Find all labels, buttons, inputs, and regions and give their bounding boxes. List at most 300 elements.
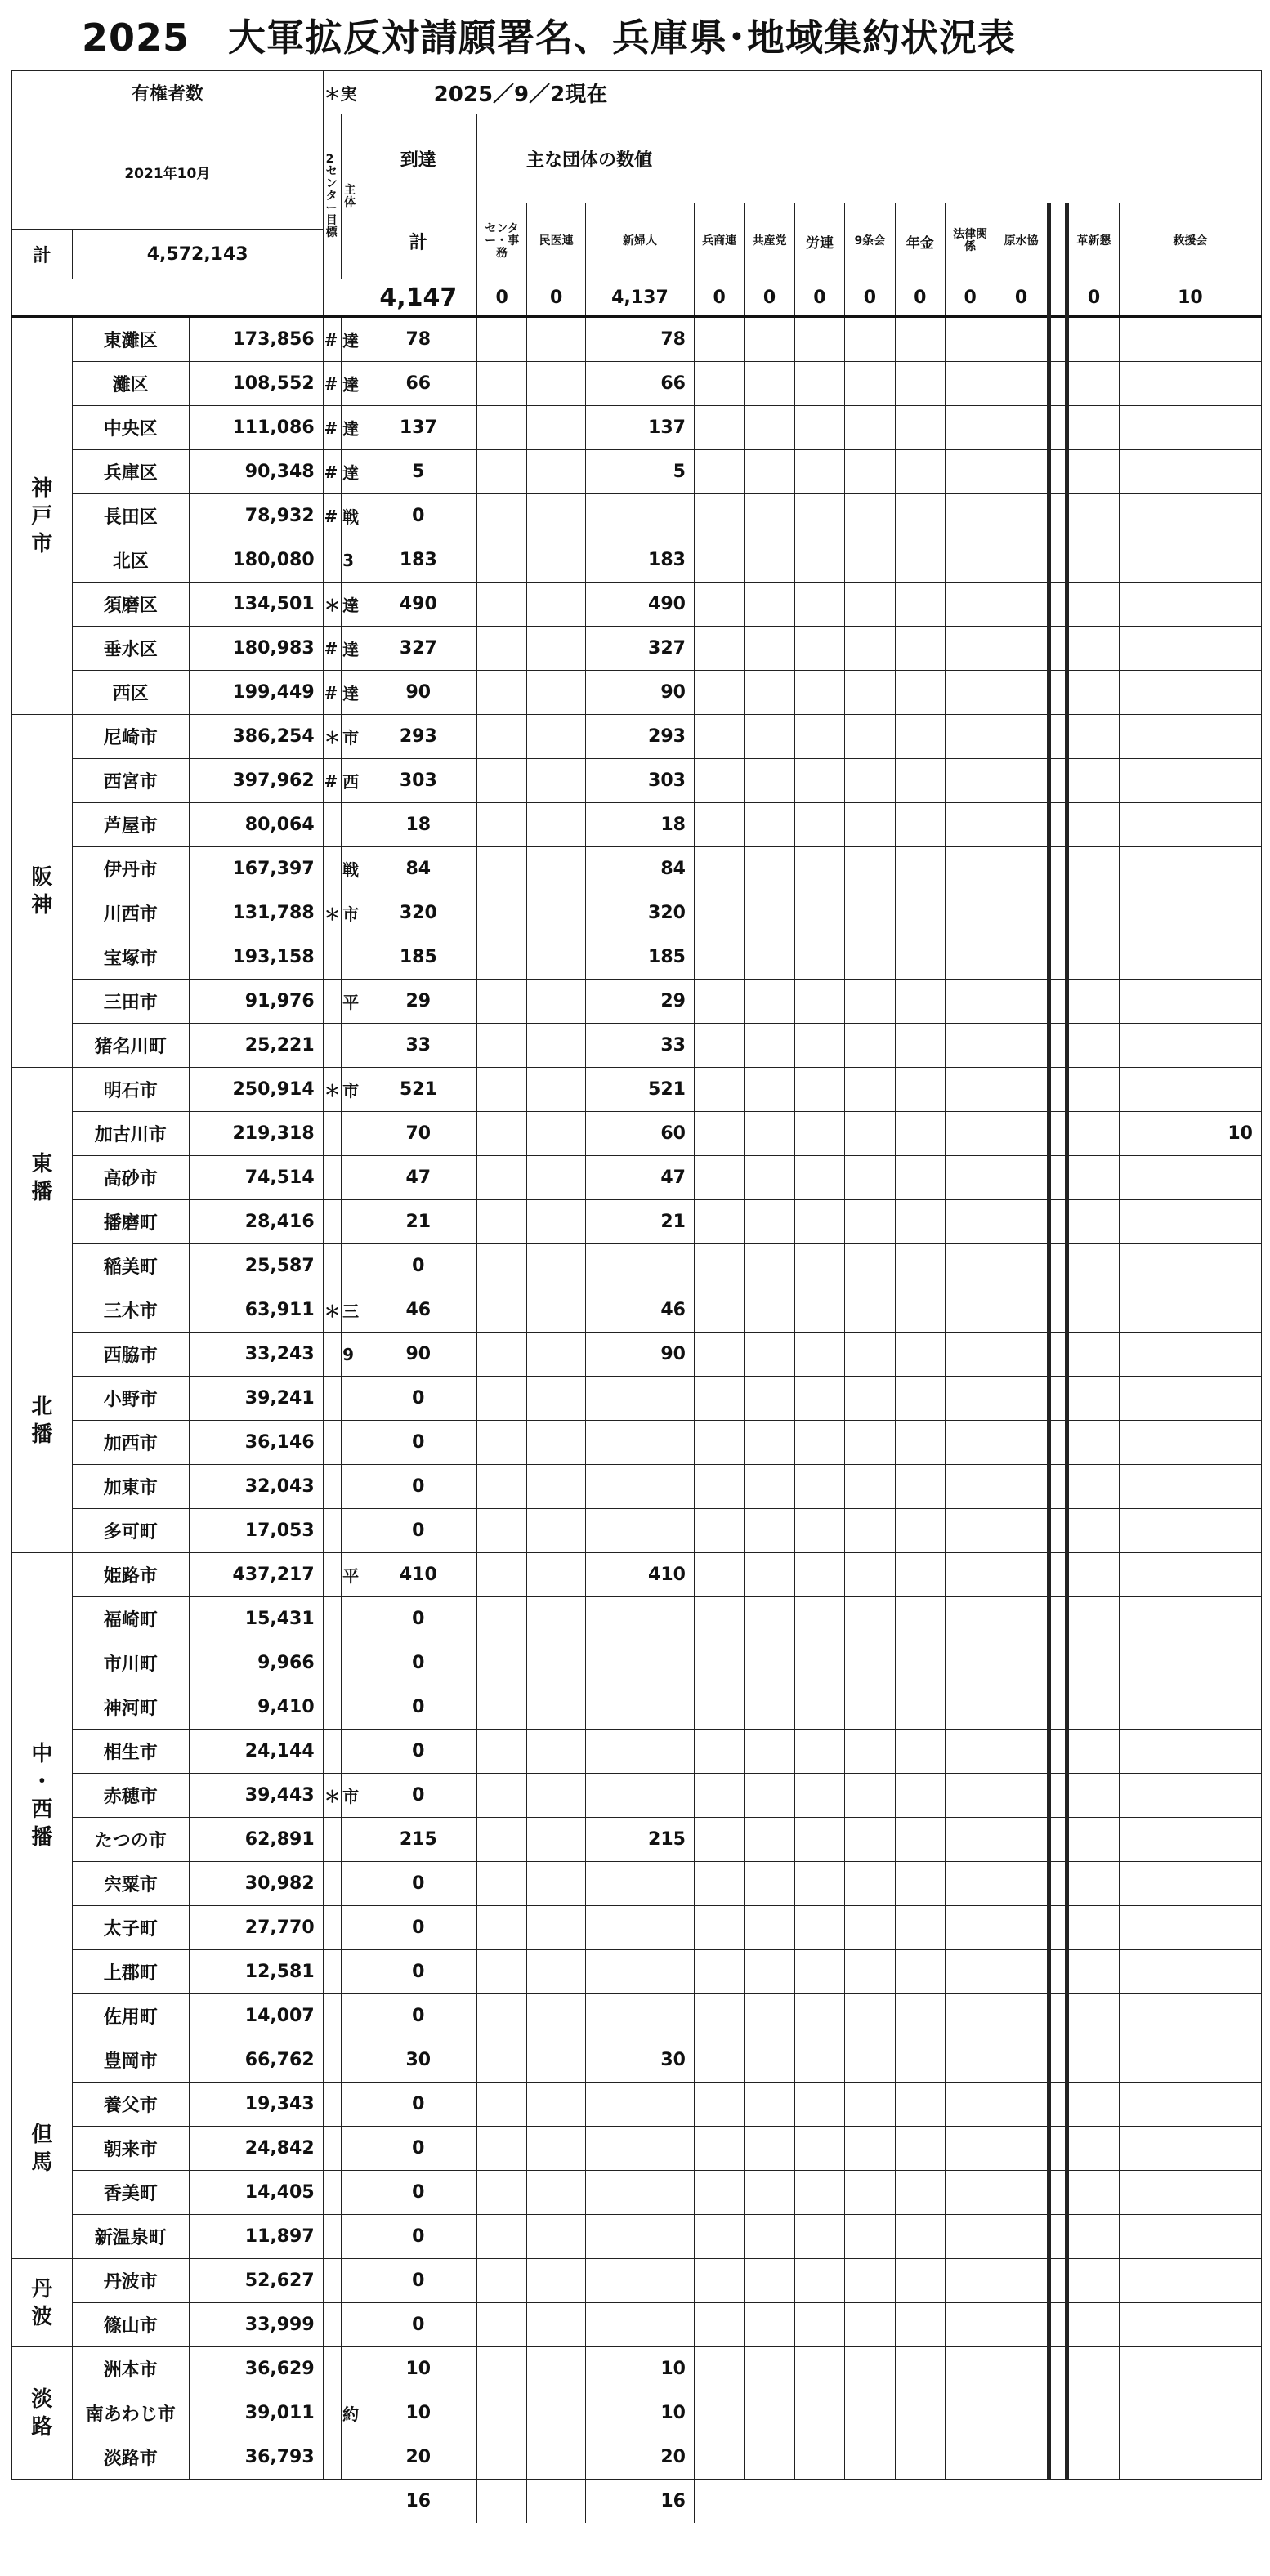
area-reached: 10 — [360, 2347, 476, 2391]
org-empty — [995, 627, 1049, 671]
org-kakushinkon — [1067, 891, 1119, 935]
footer-cell: 16 — [585, 2480, 694, 2524]
area-name: 尼崎市 — [72, 715, 189, 759]
org-center — [476, 1994, 526, 2038]
area-reached: 0 — [360, 2171, 476, 2215]
org-empty — [895, 1685, 945, 1730]
area-reached: 29 — [360, 980, 476, 1024]
org-empty — [794, 1818, 844, 1862]
org-gensuikyo-gap — [1049, 450, 1067, 494]
region-group: 北 播 — [12, 1288, 73, 1553]
org-gensuikyo-gap — [1049, 2391, 1067, 2435]
org-empty — [995, 847, 1049, 891]
org-kyuenkai — [1119, 2215, 1261, 2259]
org-kakushinkon — [1067, 583, 1119, 627]
org-empty — [694, 627, 744, 671]
org-empty — [995, 715, 1049, 759]
area-reached: 327 — [360, 627, 476, 671]
org-empty — [694, 2083, 744, 2127]
org-minirenren — [527, 1288, 586, 1333]
org-empty — [794, 1597, 844, 1641]
org-kakushinkon — [1067, 1818, 1119, 1862]
area-mark — [323, 1509, 342, 1553]
org-kakushinkon — [1067, 803, 1119, 847]
area-reached: 0 — [360, 1509, 476, 1553]
area-name: 西区 — [72, 671, 189, 715]
org-kakushinkon — [1067, 1641, 1119, 1685]
org-empty — [945, 1465, 995, 1509]
area-voters: 24,842 — [189, 2127, 323, 2171]
org-kakushinkon — [1067, 1333, 1119, 1377]
area-name: 養父市 — [72, 2083, 189, 2127]
area-voters: 33,999 — [189, 2303, 323, 2347]
area-name: 東灘区 — [72, 317, 189, 362]
org-empty — [995, 1730, 1049, 1774]
org-shinfujin — [585, 1994, 694, 2038]
table-row — [12, 2391, 1262, 2435]
org-empty — [694, 1156, 744, 1200]
org-empty — [794, 2083, 844, 2127]
org-empty — [895, 847, 945, 891]
org-empty — [745, 1377, 794, 1421]
org-empty — [745, 2435, 794, 2480]
table-row — [12, 1244, 1262, 1288]
org-empty — [845, 1906, 895, 1950]
org-empty — [845, 1112, 895, 1156]
area-reached: 47 — [360, 1156, 476, 1200]
org-empty — [694, 980, 744, 1024]
org-shinfujin: 183 — [585, 538, 694, 583]
org-empty — [995, 1156, 1049, 1200]
org-empty — [745, 935, 794, 980]
org-kakushinkon — [1067, 1685, 1119, 1730]
org-shinfujin: 30 — [585, 2038, 694, 2083]
org-empty — [694, 1465, 744, 1509]
org-minirenren — [527, 362, 586, 406]
org-empty — [794, 1685, 844, 1730]
area-mark — [323, 1730, 342, 1774]
table-row — [12, 1994, 1262, 2038]
org-empty — [845, 1377, 895, 1421]
org-empty — [694, 803, 744, 847]
org-empty — [845, 1288, 895, 1333]
org-kakushinkon — [1067, 1597, 1119, 1641]
org-empty — [845, 1818, 895, 1862]
org-empty — [995, 494, 1049, 538]
org-empty — [794, 2435, 844, 2480]
area-mark — [323, 2347, 342, 2391]
area-voters: 180,983 — [189, 627, 323, 671]
org-minirenren — [527, 317, 586, 362]
org-kyuenkai — [1119, 935, 1261, 980]
org-kakushinkon — [1067, 1421, 1119, 1465]
org-center — [476, 1377, 526, 1421]
org-center — [476, 2303, 526, 2347]
area-name: 川西市 — [72, 891, 189, 935]
org-empty — [745, 2038, 794, 2083]
org-shinfujin — [585, 1509, 694, 1553]
org-shinfujin: 215 — [585, 1818, 694, 1862]
total-voters: 4,572,143 — [72, 230, 323, 279]
org-kakushinkon — [1067, 1200, 1119, 1244]
subject-col: 主体 — [342, 114, 360, 279]
area-mark — [323, 1818, 342, 1862]
org-kakushinkon — [1067, 1465, 1119, 1509]
org-empty — [845, 494, 895, 538]
org-empty — [694, 2347, 744, 2391]
org-center — [476, 1200, 526, 1244]
org-empty — [794, 803, 844, 847]
org-kyuenkai — [1119, 980, 1261, 1024]
area-voters: 15,431 — [189, 1597, 323, 1641]
org-empty — [694, 538, 744, 583]
area-name: 西宮市 — [72, 759, 189, 803]
org-gensuikyo-gap — [1049, 847, 1067, 891]
area-name: 神河町 — [72, 1685, 189, 1730]
org-empty — [694, 1244, 744, 1288]
org-center — [476, 406, 526, 450]
area-mark2: 市 — [342, 715, 360, 759]
area-reached: 0 — [360, 2259, 476, 2303]
table-row — [12, 1068, 1262, 1112]
org-empty — [945, 2127, 995, 2171]
table-row — [12, 1333, 1262, 1377]
area-mark2: 達 — [342, 450, 360, 494]
total-label: 計 — [12, 230, 73, 279]
org-empty — [895, 1200, 945, 1244]
table-row — [12, 1156, 1262, 1200]
org-minirenren — [527, 2171, 586, 2215]
org-empty — [845, 980, 895, 1024]
area-voters: 25,221 — [189, 1024, 323, 1068]
org-empty — [845, 1156, 895, 1200]
area-mark: # — [323, 759, 342, 803]
org-shinfujin: 21 — [585, 1200, 694, 1244]
org-kyuenkai — [1119, 1509, 1261, 1553]
org-center — [476, 1818, 526, 1862]
org-minirenren — [527, 1244, 586, 1288]
org-empty — [895, 1950, 945, 1994]
org-gensuikyo-gap — [1049, 1553, 1067, 1597]
org-gensuikyo-gap — [1049, 1774, 1067, 1818]
org-minirenren — [527, 2347, 586, 2391]
area-name: 佐用町 — [72, 1994, 189, 2038]
org-shinfujin: 46 — [585, 1288, 694, 1333]
org-empty — [945, 1553, 995, 1597]
org-empty — [895, 715, 945, 759]
area-voters: 199,449 — [189, 671, 323, 715]
org-empty — [694, 847, 744, 891]
org-shinfujin — [585, 1685, 694, 1730]
org-kakushinkon — [1067, 1377, 1119, 1421]
area-mark2 — [342, 1244, 360, 1288]
org-empty — [745, 1818, 794, 1862]
org-empty — [745, 1068, 794, 1112]
table-row — [12, 1862, 1262, 1906]
sum-label: 計 — [360, 203, 476, 279]
area-mark2 — [342, 1377, 360, 1421]
org-empty — [694, 1200, 744, 1244]
table-row — [12, 1950, 1262, 1994]
org-gensuikyo-gap — [1049, 715, 1067, 759]
org-shinfujin: 47 — [585, 1156, 694, 1200]
org-empty — [945, 406, 995, 450]
org-empty — [794, 1730, 844, 1774]
org-gensuikyo-gap — [1049, 1906, 1067, 1950]
org-empty — [794, 1465, 844, 1509]
org-empty — [694, 1377, 744, 1421]
org-center — [476, 1244, 526, 1288]
org-empty — [745, 1862, 794, 1906]
org-gensuikyo-gap — [1049, 671, 1067, 715]
reached-label: 到達 — [360, 114, 476, 203]
org-center — [476, 362, 526, 406]
org-empty — [745, 2171, 794, 2215]
org-empty — [895, 1244, 945, 1288]
org-center — [476, 1112, 526, 1156]
org-kyuenkai — [1119, 1730, 1261, 1774]
table-row — [12, 1200, 1262, 1244]
org-empty — [794, 1244, 844, 1288]
org-empty — [694, 1906, 744, 1950]
org-kyuenkai — [1119, 1597, 1261, 1641]
area-reached: 0 — [360, 1244, 476, 1288]
org-empty — [794, 1024, 844, 1068]
org-center — [476, 1641, 526, 1685]
area-reached: 90 — [360, 671, 476, 715]
area-voters: 386,254 — [189, 715, 323, 759]
org-empty — [895, 2435, 945, 2480]
area-voters: 36,793 — [189, 2435, 323, 2480]
org-center — [476, 715, 526, 759]
org-gensuikyo-gap — [1049, 1818, 1067, 1862]
area-reached: 84 — [360, 847, 476, 891]
orgs-label: 主な団体の数値 — [476, 114, 1261, 203]
org-empty — [895, 1156, 945, 1200]
org-empty — [945, 1818, 995, 1862]
org-empty — [745, 2083, 794, 2127]
area-mark2 — [342, 1421, 360, 1465]
table-row — [12, 1818, 1262, 1862]
area-name: 高砂市 — [72, 1156, 189, 1200]
org-shinfujin: 137 — [585, 406, 694, 450]
area-voters: 12,581 — [189, 1950, 323, 1994]
footer-cell — [476, 2480, 526, 2524]
org-empty — [745, 1950, 794, 1994]
org-kakushinkon — [1067, 1862, 1119, 1906]
org-empty — [694, 1862, 744, 1906]
org-minirenren — [527, 1906, 586, 1950]
org-empty — [945, 1509, 995, 1553]
org-minirenren — [527, 1200, 586, 1244]
org-empty — [845, 671, 895, 715]
org-empty — [995, 759, 1049, 803]
org-kyuenkai — [1119, 362, 1261, 406]
area-reached: 183 — [360, 538, 476, 583]
table-row — [12, 2215, 1262, 2259]
area-voters: 78,932 — [189, 494, 323, 538]
org-empty — [745, 2303, 794, 2347]
org-shinfujin: 410 — [585, 1553, 694, 1597]
org-col-header: 革新懇 — [1067, 203, 1119, 279]
total-org-value: 0 — [1067, 279, 1119, 317]
area-mark2: 戦 — [342, 847, 360, 891]
voters-label: 有権者数 — [12, 71, 324, 114]
area-mark2: 戦 — [342, 494, 360, 538]
org-empty — [694, 494, 744, 538]
org-shinfujin: 90 — [585, 671, 694, 715]
area-reached: 90 — [360, 1333, 476, 1377]
area-voters: 28,416 — [189, 1200, 323, 1244]
org-empty — [694, 2127, 744, 2171]
org-empty — [945, 1862, 995, 1906]
org-empty — [895, 2038, 945, 2083]
org-empty — [794, 847, 844, 891]
org-empty — [694, 891, 744, 935]
org-empty — [895, 1641, 945, 1685]
area-reached: 0 — [360, 1862, 476, 1906]
area-name: 三木市 — [72, 1288, 189, 1333]
org-empty — [845, 583, 895, 627]
org-gensuikyo-gap — [1049, 317, 1067, 362]
org-empty — [794, 2303, 844, 2347]
org-kakushinkon — [1067, 1509, 1119, 1553]
org-empty — [794, 2215, 844, 2259]
org-gensuikyo-gap — [1049, 538, 1067, 583]
org-empty — [845, 450, 895, 494]
org-empty — [794, 2127, 844, 2171]
org-kakushinkon — [1067, 2171, 1119, 2215]
org-empty — [895, 583, 945, 627]
org-kakushinkon — [1067, 1994, 1119, 2038]
org-empty — [945, 847, 995, 891]
area-voters: 9,966 — [189, 1641, 323, 1685]
org-empty — [745, 583, 794, 627]
org-gensuikyo-gap — [1049, 583, 1067, 627]
footer-cell — [189, 2480, 323, 2524]
org-col-header: 兵商連 — [694, 203, 744, 279]
org-empty — [945, 1994, 995, 2038]
area-reached: 0 — [360, 1774, 476, 1818]
org-empty — [895, 1994, 945, 2038]
org-empty — [995, 1906, 1049, 1950]
area-mark: # — [323, 406, 342, 450]
area-voters: 39,241 — [189, 1377, 323, 1421]
area-reached: 30 — [360, 2038, 476, 2083]
area-voters: 131,788 — [189, 891, 323, 935]
org-empty — [895, 1465, 945, 1509]
org-kyuenkai — [1119, 1068, 1261, 1112]
org-empty — [895, 1730, 945, 1774]
org-kyuenkai — [1119, 1465, 1261, 1509]
summary-table — [11, 70, 1262, 2523]
org-minirenren — [527, 980, 586, 1024]
org-empty — [845, 2435, 895, 2480]
org-empty — [995, 1509, 1049, 1553]
org-kyuenkai — [1119, 317, 1261, 362]
org-shinfujin — [585, 494, 694, 538]
org-empty — [694, 1685, 744, 1730]
org-empty — [745, 1156, 794, 1200]
area-voters: 90,348 — [189, 450, 323, 494]
org-empty — [694, 1288, 744, 1333]
org-shinfujin: 521 — [585, 1068, 694, 1112]
area-reached: 303 — [360, 759, 476, 803]
area-mark — [323, 1553, 342, 1597]
org-minirenren — [527, 1641, 586, 1685]
org-minirenren — [527, 1112, 586, 1156]
org-empty — [945, 627, 995, 671]
area-mark: ＊ — [323, 1774, 342, 1818]
org-empty — [745, 803, 794, 847]
area-reached: 33 — [360, 1024, 476, 1068]
org-minirenren — [527, 1774, 586, 1818]
area-voters: 32,043 — [189, 1465, 323, 1509]
org-center — [476, 2391, 526, 2435]
org-shinfujin: 29 — [585, 980, 694, 1024]
total-org-value: 0 — [945, 279, 995, 317]
area-name: 灘区 — [72, 362, 189, 406]
area-name: 須磨区 — [72, 583, 189, 627]
org-empty — [845, 1641, 895, 1685]
org-gensuikyo-gap — [1049, 494, 1067, 538]
org-kakushinkon — [1067, 2391, 1119, 2435]
org-gensuikyo-gap — [1049, 803, 1067, 847]
region-group: 丹 波 — [12, 2259, 73, 2347]
table-row — [12, 1465, 1262, 1509]
area-mark — [323, 1156, 342, 1200]
area-voters: 63,911 — [189, 1288, 323, 1333]
org-col-header: 労連 — [794, 203, 844, 279]
org-center — [476, 2127, 526, 2171]
area-name: 朝来市 — [72, 2127, 189, 2171]
org-kyuenkai — [1119, 2435, 1261, 2480]
area-mark2 — [342, 1906, 360, 1950]
area-mark2: 市 — [342, 891, 360, 935]
org-kyuenkai — [1119, 1906, 1261, 1950]
org-kyuenkai: 10 — [1119, 1112, 1261, 1156]
org-empty — [745, 494, 794, 538]
org-empty — [694, 1950, 744, 1994]
area-mark — [323, 1377, 342, 1421]
org-empty — [694, 317, 744, 362]
area-reached: 0 — [360, 1950, 476, 1994]
org-empty — [945, 1774, 995, 1818]
org-minirenren — [527, 1156, 586, 1200]
org-gensuikyo-gap — [1049, 759, 1067, 803]
org-kyuenkai — [1119, 450, 1261, 494]
org-empty — [945, 715, 995, 759]
org-center — [476, 1288, 526, 1333]
org-gensuikyo-gap — [1049, 1597, 1067, 1641]
org-empty — [845, 1730, 895, 1774]
org-shinfujin — [585, 2171, 694, 2215]
org-kyuenkai — [1119, 1200, 1261, 1244]
area-reached: 185 — [360, 935, 476, 980]
org-center — [476, 1068, 526, 1112]
area-mark2: 約 — [342, 2391, 360, 2435]
org-gensuikyo-gap — [1049, 1112, 1067, 1156]
org-empty — [794, 362, 844, 406]
org-empty — [794, 1377, 844, 1421]
org-empty — [895, 317, 945, 362]
org-empty — [845, 317, 895, 362]
org-kyuenkai — [1119, 2259, 1261, 2303]
org-center — [476, 1024, 526, 1068]
org-kyuenkai — [1119, 671, 1261, 715]
org-empty — [945, 1641, 995, 1685]
org-empty — [945, 1421, 995, 1465]
